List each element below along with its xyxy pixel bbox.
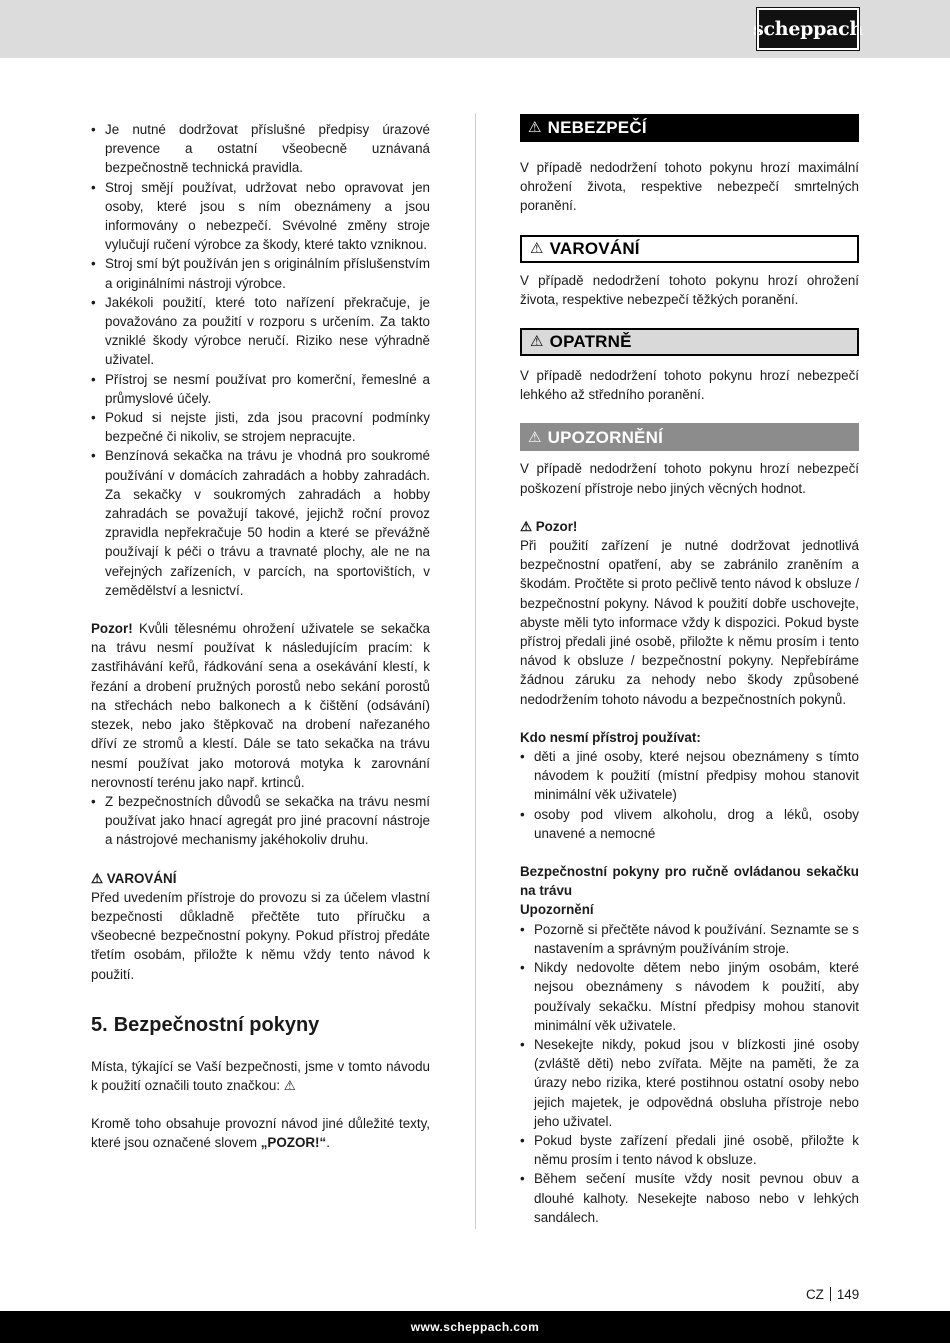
list-item: • osoby pod vlivem alkoholu, drog a léků, osoby unavené a nemocné <box>520 805 859 843</box>
list-item: • Stroj smí být používán jen s originálním příslušenstvím a originálními nástroji výrobce. <box>91 254 430 292</box>
warning-icon: ⚠ <box>91 870 107 886</box>
warning-heading-box: ⚠ VAROVÁNÍ <box>520 235 859 263</box>
notice-heading-box: ⚠ UPOZORNĚNÍ <box>520 423 859 451</box>
caution-heading-box: ⚠ OPATRNĚ <box>520 328 859 356</box>
list-item: • Je nutné dodržovat příslušné předpisy úrazové prevence a ostatní všeobecně uznávaná bezpečnostně technická pravidla. <box>91 120 430 178</box>
safety-heading: Bezpečnostní pokyny pro ručně ovládanou sekačku na trávu <box>520 864 859 899</box>
warning-text: Před uvedením přístroje do provozu si za účelem vlastní bezpečnosti důkladně přečtěte tuto příručku a všeobecné bezpečnostní pokyny. Pokud přístroj předáte třetím osobám, přiložte k němu vždy tento návod k použití. <box>91 889 430 982</box>
upozorneni-heading: Upozornění <box>520 902 594 918</box>
list-item: • Stroj smějí používat, udržovat nebo opravovat jen osoby, které jsou s ním obeznámeny a jsou informovány o nebezpečí. Svévolné změny stroje vylučují ručení výrobce za škody, které takto vzniknou. <box>91 178 430 255</box>
list-item: • Pokud si nejste jisti, zda jsou pracovní podmínky bezpečné či nikoliv, se strojem nepracujte. <box>91 408 430 446</box>
warning-icon: ⚠ <box>530 333 544 351</box>
website-link[interactable]: www.scheppach.com <box>410 1320 540 1334</box>
section-title: 5. Bezpečnostní pokyny <box>91 1013 320 1036</box>
page-footer <box>0 1311 950 1343</box>
pozor-paragraph <box>91 619 430 792</box>
danger-text: V případě nedodržení tohoto pokynu hrozí maximální ohrožení života, respektive nebezpečí smrtelných poranění. <box>520 160 859 214</box>
column-divider <box>475 113 476 1229</box>
list-item: • Přístroj se nesmí používat pro komerční, řemeslné a průmyslové účely. <box>91 370 430 408</box>
general-rules-list <box>91 120 430 600</box>
pozor-label: Pozor! <box>91 621 133 637</box>
pozor-text: Kvůli tělesnému ohrožení uživatele se sekačka na trávu nesmí používat k následujícím pracím: k zastřihávání keřů, řádkování sena a osekávání klestí, k řezání a drobení pružných porostů nebo sekání porostů na střechách nebo balkonech a k čištění (odsávání) stezek, nebo jako štěpkovač na drobení nařezaného dříví ze stromů a klestí. Dále se tato sekačka na trávu nesmí používat jako motorová motyka k zarovnání nerovností terénu jako např. krtinců. <box>91 621 430 790</box>
list-item: • Pozorně si přečtěte návod k používání. Seznamte se s nastavením a správným používáním stroje. <box>520 920 859 958</box>
left-column <box>91 120 430 1153</box>
list-item: • Nesekejte nikdy, pokud jsou v blízkosti jiné osoby (zvláště děti) nebo zvířata. Mějte na paměti, že za úrazy nebo rizika, které postihnou ostatní osoby nebo jejich majetek, je odpovědná obsluha přístroje nebo jeho uživatel. <box>520 1035 859 1131</box>
warning-icon: ⚠ <box>530 240 544 257</box>
who-list <box>520 747 859 843</box>
pozor-keyword: „POZOR!“ <box>260 1135 327 1151</box>
attention-subheading: ⚠ Pozor! <box>520 518 578 534</box>
safety-list <box>520 920 859 1227</box>
list-item: • Nikdy nedovolte dětem nebo jiným osobám, které nejsou obeznámeny s návodem k použití, aby používaly sekačku. Místní předpisy mohou stanovit minimální věk uživatele. <box>520 958 859 1035</box>
page-number: CZ 149 <box>806 1287 860 1302</box>
right-column <box>520 114 859 1227</box>
drive-unit-list <box>91 792 430 850</box>
caution-text: V případě nedodržení tohoto pokynu hrozí nebezpečí lehkého až středního poranění. <box>520 368 859 403</box>
notice-text: V případě nedodržení tohoto pokynu hrozí nebezpečí poškození přístroje nebo jiných věcných hodnot. <box>520 461 859 496</box>
list-item: • Z bezpečnostních důvodů se sekačka na trávu nesmí používat jako hnací agregát pro jiné pracovní nástroje a nástrojové mechanismy jakéhokoliv druhu. <box>91 792 430 850</box>
danger-heading-box: ⚠ NEBEZPEČÍ <box>520 114 859 142</box>
list-item: • Pokud byste zařízení předali jiné osobě, přiložte k němu prosím i tento návod k obsluze. <box>520 1131 859 1169</box>
intro-text: Místa, týkající se Vaší bezpečnosti, jsme v tomto návodu k použití označili touto značkou: ⚠ <box>91 1058 430 1093</box>
warning-icon: ⚠ <box>520 518 536 534</box>
warning-subheading: ⚠ VAROVÁNÍ <box>91 870 177 886</box>
separator-bar <box>830 1287 831 1301</box>
list-item: • Benzínová sekačka na trávu je vhodná pro soukromé používání v domácích zahradách a hobby zahradách. Za sekačky v soukromých zahradách a hobby zahradách se považují takové, jejichž roční provoz zpravidla nepřekračuje 50 hodin a které se převážně používají k péči o trávu a travnaté plochy, ale ne na veřejných zařízeních, v parcích, na sportovištích, v zemědělství a lesnictví. <box>91 446 430 600</box>
list-item: • Jakékoli použití, které toto nařízení překračuje, je považováno za použití v rozporu s určením. Za takto vzniklé škody výrobce neručí. Riziko nese výhradně uživatel. <box>91 293 430 370</box>
warning-icon: ⚠ <box>528 428 542 446</box>
list-item: • Během sečení musíte vždy nosit pevnou obuv a dlouhé kalhoty. Nesekejte naboso nebo v lehkých sandálech. <box>520 1169 859 1227</box>
language-code: CZ <box>806 1287 824 1302</box>
who-heading: Kdo nesmí přístroj používat: <box>520 729 701 745</box>
warning-text: V případě nedodržení tohoto pokynu hrozí ohrožení života, respektive nebezpečí těžkých poranění. <box>520 272 859 307</box>
extra-text: Kromě toho obsahuje provozní návod jiné důležité texty, které jsou označené slovem „POZOR!“. <box>91 1116 430 1151</box>
scheppach-logo: scheppach <box>757 8 859 50</box>
section-number: 5. <box>91 1013 108 1036</box>
list-item: • děti a jiné osoby, které nejsou obeznámeny s tímto návodem k použití (místní předpisy mohou stanovit minimální věk uživatele) <box>520 747 859 805</box>
page-header <box>0 0 950 58</box>
warning-icon: ⚠ <box>528 119 542 137</box>
attention-text: Při použití zařízení je nutné dodržovat jednotlivá bezpečnostní opatření, aby se zabránilo zraněním a škodám. Pročtěte si proto pečlivě tento návod k obsluze / bezpečnostní pokyny. Návod k použití dobře uschovejte, abyste měli tyto informace vždy k dispozici. Pokud byste přístroj předali jiné osobě, přiložte k němu prosím i tento návod k obsluze / bezpečnostní pokyny. Nepřebíráme žádnou záruku za nehody nebo škody způsobené nedodržením tohoto návodu a bezpečnostních pokynů. <box>520 538 859 707</box>
